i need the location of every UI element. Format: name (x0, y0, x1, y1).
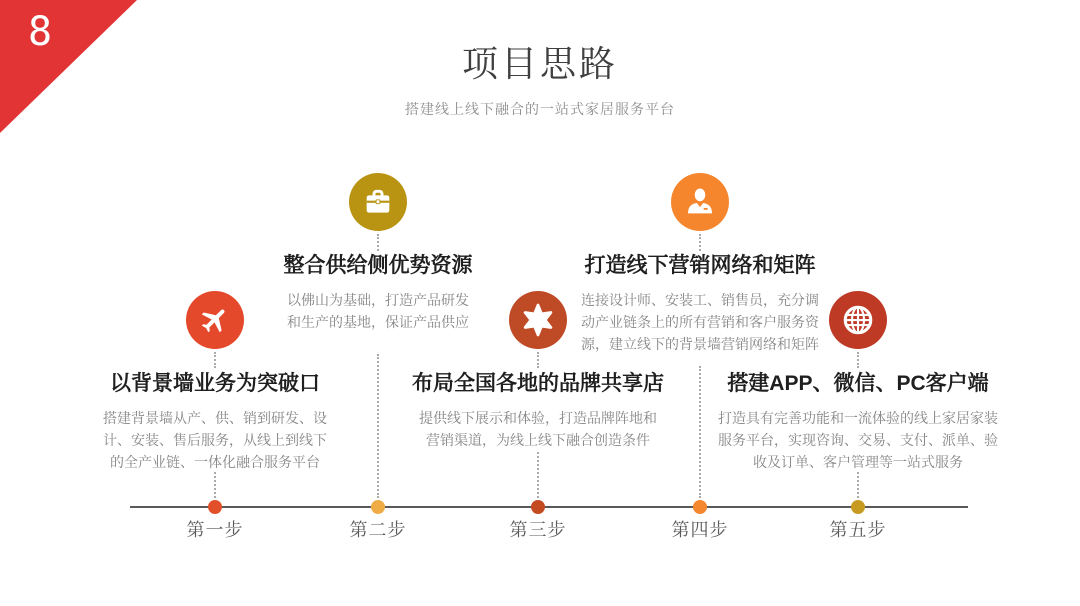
step-title: 打造线下营销网络和矩阵 (584, 254, 816, 277)
timeline-dot (208, 500, 222, 514)
dotted-connector (537, 452, 539, 498)
step-title: 搭建APP、微信、PC客户端 (727, 372, 989, 395)
dotted-connector (857, 352, 859, 368)
dotted-connector (699, 234, 701, 251)
step-title: 以背景墙业务为突破口 (110, 372, 320, 395)
step-label: 第三步 (509, 520, 567, 540)
step-title: 布局全国各地的品牌共享店 (412, 372, 664, 395)
step-description: 连接设计师、安装工、销售员，充分调动产业链条上的所有营销和客户服务资源，建立线下的背景墙营销网络和矩阵 (581, 292, 819, 352)
timeline-dot (531, 500, 545, 514)
step-5-column (708, 0, 1008, 606)
step-label: 第五步 (829, 520, 887, 540)
timeline-dot (693, 500, 707, 514)
timeline-dot (371, 500, 385, 514)
page-title: 项目思路 (461, 43, 618, 84)
step-description: 提供线下展示和体验，打造品牌阵地和营销渠道，为线上线下融合创造条件 (419, 410, 657, 448)
timeline-dot (851, 500, 865, 514)
step-label: 第四步 (671, 520, 729, 540)
step-text (708, 370, 1008, 473)
dotted-connector (214, 352, 216, 368)
dotted-connector (214, 472, 216, 498)
page-subtitle: 搭建线上线下融合的一站式家居服务平台 (405, 101, 675, 117)
step-description: 以佛山为基础，打造产品研发和生产的基地，保证产品供应 (287, 292, 469, 330)
page-number: 8 (28, 9, 53, 55)
globe-icon (829, 291, 887, 349)
dotted-connector (377, 354, 379, 498)
step-label: 第二步 (349, 520, 407, 540)
dotted-connector (699, 366, 701, 498)
step-title: 整合供给侧优势资源 (283, 254, 473, 277)
dotted-connector (857, 472, 859, 498)
step-label: 第一步 (186, 520, 244, 540)
step-description: 打造具有完善功能和一流体验的线上家居家装服务平台，实现咨询、交易、支付、派单、验收及订单、客户管理等一站式服务 (718, 410, 998, 470)
dotted-connector (537, 352, 539, 368)
step-description: 搭建背景墙从产、供、销到研发、设计、安装、售后服务，从线上到线下的全产业链、一体化融合服务平台 (103, 410, 327, 470)
dotted-connector (377, 234, 379, 251)
